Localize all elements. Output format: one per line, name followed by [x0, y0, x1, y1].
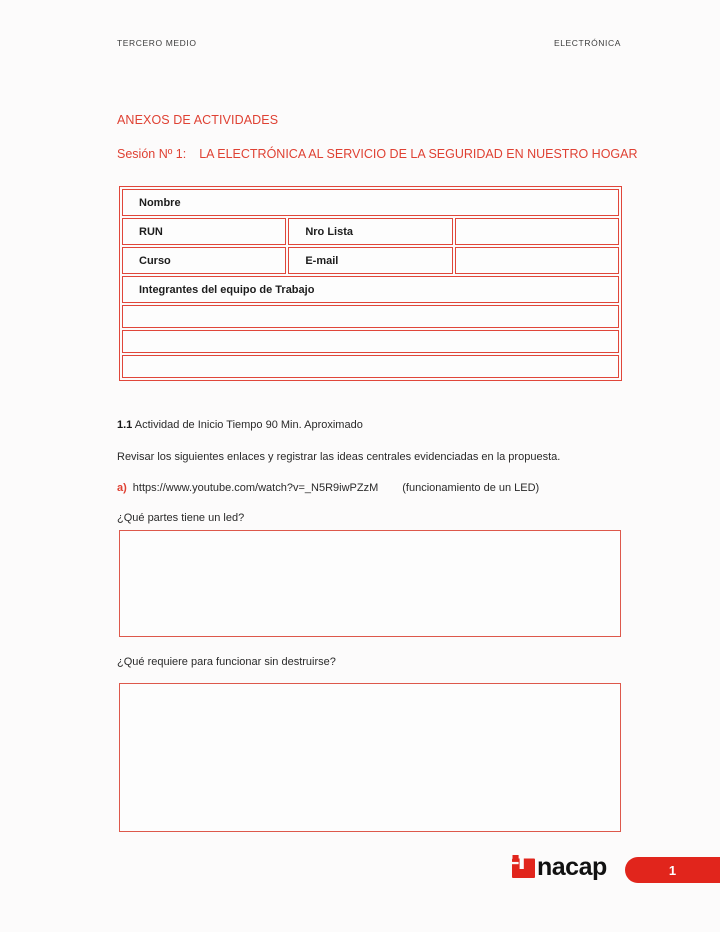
member-3-cell — [122, 355, 619, 378]
member-2-cell — [122, 330, 619, 353]
inacap-logo-icon — [512, 855, 535, 878]
table-row-member-3 — [122, 355, 619, 378]
youtube-link[interactable]: https://www.youtube.com/watch?v=_N5R9iwPZzM — [132, 482, 379, 494]
table-row-integrantes — [122, 276, 619, 303]
table-row-member-2 — [122, 330, 619, 353]
page-number: 1 — [668, 862, 677, 878]
table-row-curso — [122, 247, 619, 274]
inacap-logo — [512, 853, 607, 881]
anexos-heading: ANEXOS DE ACTIVIDADES — [117, 113, 279, 127]
answer-box-1[interactable] — [119, 530, 621, 637]
table-row-run — [122, 218, 619, 245]
integrantes-label-cell: Integrantes del equipo de Trabajo — [122, 276, 619, 303]
link-item — [117, 482, 539, 494]
run-label-cell: RUN — [122, 218, 286, 245]
link-item-note: (funcionamiento de un LED) — [402, 482, 540, 494]
question-1: ¿Qué partes tiene un led? — [117, 512, 245, 524]
activity-heading — [117, 419, 363, 431]
session-title: LA ELECTRÓNICA AL SERVICIO DE LA SEGURIDAD EN NUESTRO HOGAR — [199, 147, 638, 161]
nro-lista-value-cell — [455, 218, 619, 245]
nro-lista-label-cell: Nro Lista — [288, 218, 452, 245]
curso-label-cell: Curso — [122, 247, 286, 274]
inacap-logo-text: nacap — [537, 853, 607, 881]
nombre-label-cell: Nombre — [122, 189, 619, 216]
activity-number: 1.1 — [117, 419, 133, 431]
activity-title: Actividad de Inicio Tiempo 90 Min. Aproximado — [134, 419, 363, 431]
link-item-marker: a) — [117, 482, 127, 494]
header-course-level: TERCERO MEDIO — [117, 38, 197, 48]
email-value-cell — [455, 247, 619, 274]
student-info-table — [119, 186, 622, 381]
email-label-cell: E-mail — [288, 247, 452, 274]
question-2: ¿Qué requiere para funcionar sin destruirse? — [117, 656, 336, 668]
header-subject: ELECTRÓNICA — [553, 38, 621, 48]
page-number-badge — [625, 857, 720, 883]
activity-instructions: Revisar los siguientes enlaces y registrar las ideas centrales evidenciadas en la propuesta. — [117, 451, 561, 463]
session-heading — [117, 147, 638, 161]
member-1-cell — [122, 305, 619, 328]
table-row-nombre — [122, 189, 619, 216]
answer-box-2[interactable] — [119, 683, 621, 832]
session-label: Sesión Nº 1: — [117, 147, 187, 161]
page-header — [117, 38, 621, 48]
table-row-member-1 — [122, 305, 619, 328]
